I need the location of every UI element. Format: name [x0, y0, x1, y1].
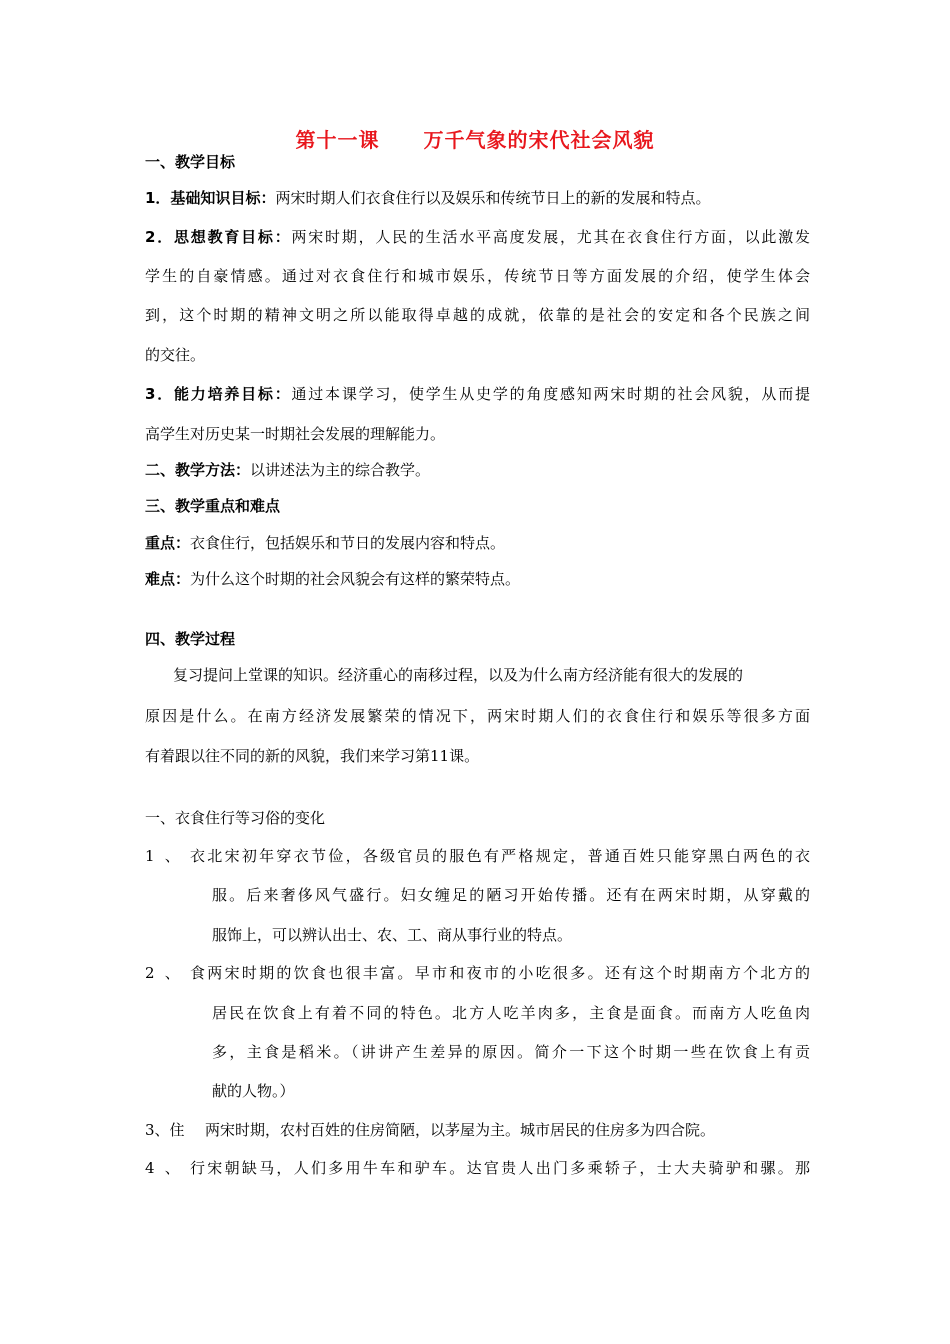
paragraph-line: 原因是什么。在南方经济发展繁荣的情况下，两宋时期人们的衣食住行和娱乐等很多方面	[145, 707, 810, 725]
key-point-label: 重点：	[145, 534, 191, 552]
item-text: 两宋时期的饮食也很丰富。早市和夜市的小吃很多。还有这个时期南方个北方的	[205, 964, 810, 982]
item-text: 宋朝缺马，人们多用牛车和驴车。达官贵人出门多乘轿子，士大夫骑驴和骡。那	[205, 1159, 810, 1177]
section-heading-objectives: 一、教学目标	[145, 153, 236, 171]
paragraph-line: 学生的自豪情感。通过对衣食住行和城市娱乐，传统节日等方面发展的介绍，使学生体会	[145, 267, 810, 285]
objective-knowledge	[145, 188, 810, 208]
paragraph-line: 服饰上，可以辨认出士、农、工、商从事行业的特点。	[212, 926, 573, 944]
item-label: 4、行	[145, 1159, 205, 1177]
paragraph-line: 有着跟以往不同的新的风貌，我们来学习第11课。	[145, 747, 480, 765]
section-heading-process: 四、教学过程	[145, 630, 236, 648]
paragraph-line: 服。后来奢侈风气盛行。妇女缠足的陋习开始传播。还有在两宋时期，从穿戴的	[212, 886, 810, 904]
teaching-method	[145, 460, 810, 480]
item-label: 2、食	[145, 964, 205, 982]
objective-text: 两宋时期人们衣食住行以及娱乐和传统节日上的新的发展和特点。	[275, 189, 711, 207]
item-text: 两宋时期，农村百姓的住房简陋，以茅屋为主。城市居民的住房多为四合院。	[205, 1121, 716, 1139]
key-point	[145, 533, 810, 553]
difficult-point	[145, 569, 810, 589]
paragraph-line: 居民在饮食上有着不同的特色。北方人吃羊肉多，主食是面食。而南方人吃鱼肉	[212, 1004, 810, 1022]
objective-ability	[145, 384, 810, 404]
objective-label: 2．思想教育目标：	[145, 228, 292, 246]
item-label: 3、住	[145, 1121, 185, 1139]
objective-label: 3．能力培养目标：	[145, 385, 292, 403]
item-travel	[145, 1158, 810, 1178]
intro-paragraph: 复习提问上堂课的知识。经济重心的南移过程，以及为什么南方经济能有很大的发展的	[173, 666, 744, 684]
objective-text: 两宋时期，人民的生活水平高度发展，尤其在衣食住行方面，以此激发	[291, 228, 810, 246]
section-heading-keypoints: 三、教学重点和难点	[145, 497, 281, 515]
lesson-title	[0, 124, 950, 153]
item-clothing	[145, 846, 810, 866]
item-food	[145, 963, 810, 983]
paragraph-line: 的交往。	[145, 346, 206, 364]
item-text: 北宋初年穿衣节俭，各级官员的服色有严格规定，普通百姓只能穿黑白两色的衣	[205, 847, 810, 865]
paragraph-line: 到，这个时期的精神文明之所以能取得卓越的成就，依靠的是社会的安定和各个民族之间	[145, 306, 810, 324]
section-heading-method: 二、教学方法：	[145, 461, 251, 479]
paragraph-line: 多，主食是稻米。（讲讲产生差异的原因。简介一下这个时期一些在饮食上有贡	[212, 1043, 810, 1061]
lesson-number: 第十一课	[295, 128, 380, 152]
method-text: 以讲述法为主的综合教学。	[250, 461, 431, 479]
difficult-point-text: 为什么这个时期的社会风貌会有这样的繁荣特点。	[190, 570, 521, 588]
item-label: 1、衣	[145, 847, 205, 865]
difficult-point-label: 难点：	[145, 570, 191, 588]
lesson-name: 万千气象的宋代社会风貌	[423, 128, 655, 152]
item-housing	[145, 1120, 810, 1140]
objective-text: 通过本课学习，使学生从史学的角度感知两宋时期的社会风貌，从而提	[291, 385, 810, 403]
sub-heading-customs: 一、衣食住行等习俗的变化	[145, 809, 326, 827]
objective-ideology	[145, 227, 810, 247]
objective-label: 1．基础知识目标：	[145, 189, 276, 207]
key-point-text: 衣食住行，包括娱乐和节日的发展内容和特点。	[190, 534, 506, 552]
paragraph-line: 献的人物。）	[212, 1082, 295, 1100]
paragraph-line: 高学生对历史某一时期社会发展的理解能力。	[145, 425, 446, 443]
